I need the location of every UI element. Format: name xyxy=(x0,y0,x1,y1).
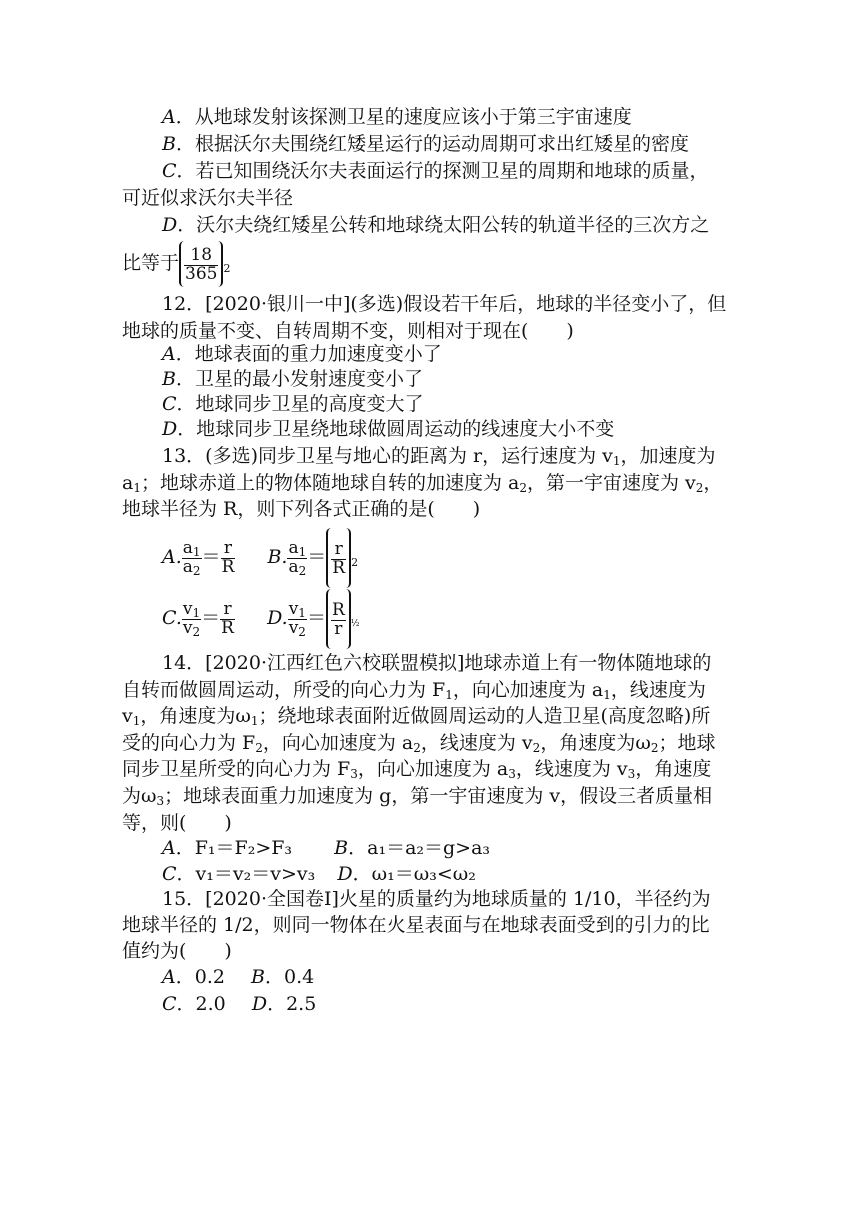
fraction: $\frac{r}{R}$ xyxy=(332,538,346,578)
q12-stem-line-2: 地球的质量不变、自转周期不变，则相对于现在( ) xyxy=(122,320,574,342)
fraction: $\frac{v_1}{v_2}$ xyxy=(288,598,306,639)
q14-options-cd: C．v₁＝v₂＝v>v₃ D．ω₁＝ω₃<ω₂ xyxy=(162,863,476,885)
q13-stem-line-3: 地球半径为 R，则下列各式正确的是( ) xyxy=(122,498,481,520)
q12-option-d: D．地球同步卫星绕地球做圆周运动的线速度大小不变 xyxy=(162,418,615,440)
q12-option-a: A．地球表面的重力加速度变小了 xyxy=(162,343,442,365)
q14-options-ab: A．F₁＝F₂>F₃ B．a₁＝a₂＝g>a₃ xyxy=(162,837,491,859)
q14-stem-line-6: 为$\omega_3$；地球表面重力加速度为 g，第一宇宙速度为 v，假设三者质量相 xyxy=(122,785,713,808)
q14-stem-line-3: $v_1$，角速度为$\omega_1$；绕地球表面附近做圆周运动的人造卫星(高度忽略)所 xyxy=(122,705,711,728)
q14-stem-line-1: 14．[2020·江西红色六校联盟模拟]地球赤道上有一物体随地球的 xyxy=(162,652,712,674)
fraction: $\frac{a_1}{a_2}$ xyxy=(182,537,201,578)
q14-stem-line-4: 受的向心力为 $F_2$，向心加速度为 $a_2$，线速度为 $v_2$，角速度为$\omega_2$；地球 xyxy=(122,732,716,755)
paren-group xyxy=(326,589,351,649)
q13-option-d-label: D. xyxy=(267,607,288,629)
q11-option-a: A．从地球发射该探测卫星的速度应该小于第三宇宙速度 xyxy=(162,106,632,128)
q11-option-c-cont: 可近似求沃尔夫半径 xyxy=(122,187,294,209)
fraction: $\frac{r}{R}$ xyxy=(221,537,235,577)
q12-stem-line-1: 12．[2020·银川一中](多选)假设若干年后，地球的半径变小了，但 xyxy=(162,293,727,315)
q11-option-b: B．根据沃尔夫围绕红矮星运行的运动周期可求出红矮星的密度 xyxy=(162,133,689,155)
q11-option-c: C．若已知围绕沃尔夫表面运行的探测卫星的周期和地球的质量， xyxy=(162,160,709,182)
q13-stem-line-2: $a_1$；地球赤道上的物体随地球自转的加速度为 $a_2$，第一宇宙速度为 $v_2$， xyxy=(122,472,723,495)
q14-stem-line-7: 等，则( ) xyxy=(122,812,232,834)
q12-option-b: B．卫星的最小发射速度变小了 xyxy=(162,368,423,390)
q15-stem-line-3: 值约为( ) xyxy=(122,940,232,962)
q15-stem-line-1: 15．[2020·全国卷Ⅰ]火星的质量约为地球质量的 1/10，半径约为 xyxy=(162,888,711,910)
fraction: $\frac{18}{365}$ xyxy=(185,244,218,284)
q13-option-b-label: B. xyxy=(267,546,288,568)
fraction: $\frac{v_1}{v_2}$ xyxy=(182,598,201,639)
q12-option-c: C．地球同步卫星的高度变大了 xyxy=(162,393,424,415)
fraction: $\frac{R}{r}$ xyxy=(331,599,345,639)
q15-options-cd: C．2.0 D．2.5 xyxy=(162,993,317,1015)
q15-stem-line-2: 地球半径的 1/2，则同一物体在火星表面与在地球表面受到的引力的比 xyxy=(122,914,710,936)
paren-group xyxy=(179,241,223,287)
q13-option-c-label: C. xyxy=(162,607,182,629)
q13-stem-line-1: 13．(多选)同步卫星与地心的距离为 r，运行速度为 $v_1$，加速度为 xyxy=(162,445,716,468)
q11-option-d-formula: 比等于 $\frac{18}{365}$ 2 xyxy=(122,240,230,292)
q15-options-ab: A．0.2 B．0.4 xyxy=(162,966,315,988)
q11-option-d: D．沃尔夫绕红矮星公转和地球绕太阳公转的轨道半径的三次方之 xyxy=(162,214,710,236)
fraction: $\frac{r}{R}$ xyxy=(221,598,234,638)
q14-stem-line-5: 同步卫星所受的向心力为 $F_3$，向心加速度为 $a_3$，线速度为 $v_3$，角速度 xyxy=(122,758,712,781)
q13-options-ab: A. $\frac{a_1}{a_2}$ ＝ $\frac{r}{R}$ B. $\frac{a_1}{a_2}$ ＝ $\frac{r}{R}$ 2 xyxy=(162,527,358,593)
fraction: $\frac{a_1}{a_2}$ xyxy=(288,537,307,578)
q13-option-a-label: A. xyxy=(162,546,182,568)
q13-options-cd: C. $\frac{v_1}{v_2}$ ＝ $\frac{r}{R}$ D. $\frac{v_1}{v_2}$ ＝ $\frac{R}{r}$ ½ xyxy=(162,588,360,654)
paren-group xyxy=(326,528,351,588)
q14-stem-line-2: 自转而做圆周运动，所受的向心力为 $F_1$，向心加速度为 $a_1$，线速度为 xyxy=(122,679,706,702)
